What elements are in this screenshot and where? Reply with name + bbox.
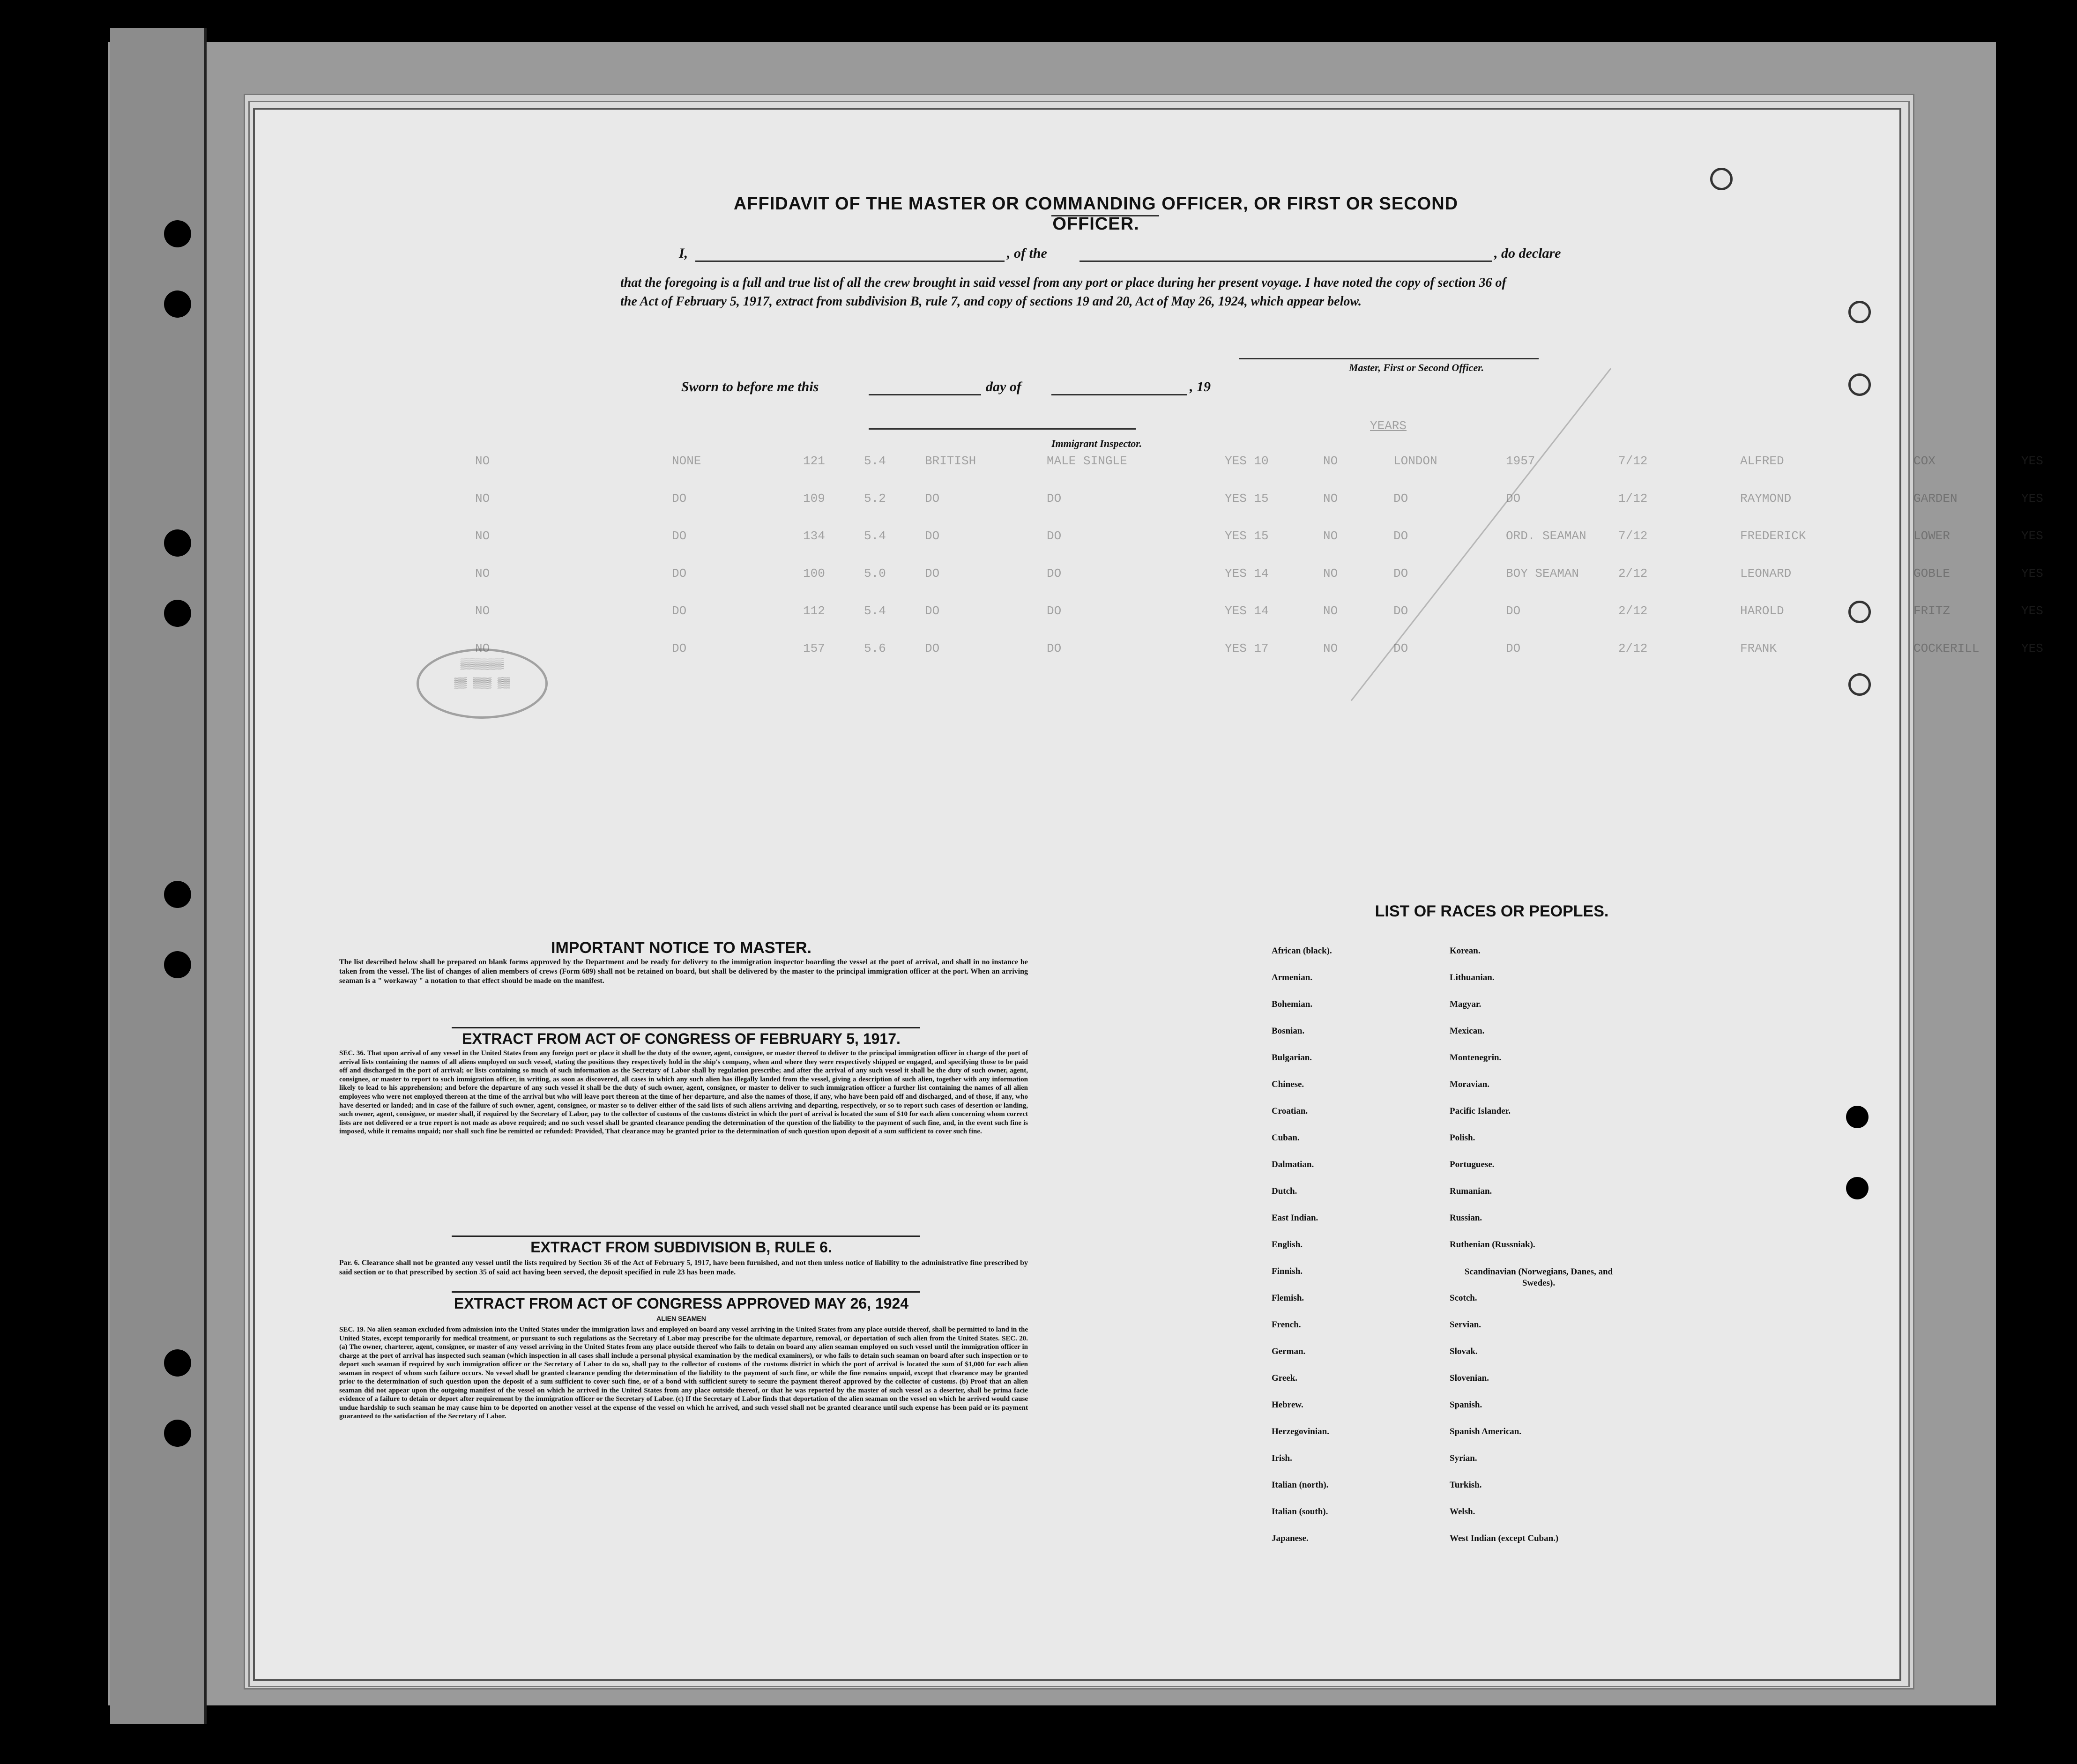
ink-stamp: ▒▒▒▒▒▒▒ ▒▒ ▒▒▒ ▒▒ bbox=[417, 648, 548, 719]
ghost-row: NO DO 112 5.4 DO DO YES 14 NO DO DO 2/12 HAROLD FRITZ YES bbox=[475, 604, 2043, 618]
binder-hole bbox=[164, 1420, 191, 1447]
race-item: German. bbox=[1272, 1347, 1306, 1356]
race-item: Scandinavian (Norwegians, Danes, and Swedes). bbox=[1464, 1267, 1613, 1288]
race-item: Finnish. bbox=[1272, 1266, 1303, 1276]
binder-hole bbox=[164, 220, 191, 247]
section-divider bbox=[452, 1236, 920, 1237]
race-item: Cuban. bbox=[1272, 1133, 1300, 1143]
race-item: West Indian (except Cuban.) bbox=[1450, 1533, 1559, 1543]
ghost-row: NO DO 134 5.4 DO DO YES 15 NO DO ORD. SEAMAN 7/12 FREDERICK LOWER YES bbox=[475, 529, 2043, 543]
sworn-year: , 19 bbox=[1190, 379, 1211, 394]
race-item: Montenegrin. bbox=[1450, 1053, 1502, 1063]
sworn-prefix: Sworn to before me this bbox=[681, 379, 819, 394]
race-item: Russian. bbox=[1450, 1213, 1482, 1223]
master-signature-line bbox=[1239, 358, 1539, 359]
race-item: Flemish. bbox=[1272, 1293, 1304, 1303]
sworn-day-of: day of bbox=[986, 379, 1021, 394]
race-item: Greek. bbox=[1272, 1373, 1298, 1383]
inspector-label: Immigrant Inspector. bbox=[1051, 438, 1142, 449]
ghost-row: NO DO 157 5.6 DO DO YES 17 NO DO DO 2/12 FRANK COCKERILL YES bbox=[475, 641, 2043, 655]
race-item: Spanish American. bbox=[1450, 1427, 1522, 1437]
ghost-row: NO DO 109 5.2 DO DO YES 15 NO DO DO 1/12 RAYMOND GARDEN YES bbox=[475, 491, 2043, 506]
race-item: Italian (south). bbox=[1272, 1507, 1328, 1517]
declare-of: , of the bbox=[1007, 246, 1047, 261]
binder-hole bbox=[164, 529, 191, 557]
extract-1924-subtitle: ALIEN SEAMEN bbox=[656, 1315, 706, 1322]
race-item: Croatian. bbox=[1272, 1106, 1308, 1116]
subdivision-body: Par. 6. Clearance shall not be granted any vessel until the lists required by Section 36 of the Act of February 5, 1917, have been furnished, and not then unless notice of liability to the administrative fine prescribed by said section or to that prescribed by section 35 of said act having been served, the deposit specified in rule 23 has been made. bbox=[339, 1259, 1028, 1276]
extract-1917-title: EXTRACT FROM ACT OF CONGRESS OF FEBRUARY 5, 1917. bbox=[462, 1030, 901, 1047]
master-signature-label: Master, First or Second Officer. bbox=[1349, 362, 1484, 373]
race-item: English. bbox=[1272, 1240, 1303, 1250]
ghost-row: NO NONE 121 5.4 BRITISH MALE SINGLE YES 10 NO LONDON 1957 7/12 ALFRED COX YES bbox=[475, 454, 2043, 468]
ghost-text: YEARS bbox=[1370, 419, 1407, 433]
subdivision-title: EXTRACT FROM SUBDIVISION B, RULE 6. bbox=[530, 1239, 832, 1256]
binder-ring bbox=[1848, 673, 1871, 696]
race-item: Spanish. bbox=[1450, 1400, 1482, 1410]
race-item: Welsh. bbox=[1450, 1507, 1475, 1517]
race-item: Herzegovinian. bbox=[1272, 1427, 1329, 1437]
affidavit-title: AFFIDAVIT OF THE MASTER OR COMMANDING OFFICER, OR FIRST OR SECOND OFFICER. bbox=[733, 194, 1459, 234]
race-item: African (black). bbox=[1272, 946, 1332, 956]
extract-1917-body: SEC. 36. That upon arrival of any vessel in the United States from any foreign port or place it shall be the duty of the owner, agent, consignee, or master thereof to deliver to the principal immigration officer in charge of the port of arrival lists containing the names of all aliens employed on such vessel, stating the positions they respectively hold in the ship's company, when and where they were respectively shipped or engaged, and specifying those to be paid off and discharged in the port of arrival; or lists containing so much of such information as the Secretary of Labor shall by regulation prescribe; and after the arrival of any such vessel it shall be the duty of such owner, agent, consignee, or master to report to such immigration officer, in writing, as soon as discovered, all cases in which any such alien has illegally landed from the vessel, giving a description of such alien, together with any information likely to lead to his apprehension; and before the departure of any such vessel it shall be the duty of such owner, agent, consignee, or master to deliver to such immigration officer a further list containing the names of all alien employees who were not employed thereon at the time of the arrival but who will leave port thereon at the time of her departure, and also the names of those, if any, who have been paid off and discharged, and of those, if any, who have deserted or landed; and in case of the failure of such owner, agent, consignee, or master so to deliver either of the said lists of such aliens arriving and departing, respectively, or so to report such cases of desertion or landing, such owner, agent, consignee, or master shall, if required by the Secretary of Labor, pay to the collector of customs of the customs district in which the port of arrival is located the sum of $10 for each alien concerning whom correct lists are not delivered or a true report is not made as above required; and no such vessel shall be granted clearance pending the determination of the question of the liability to the payment of such fine, and, in the event such fine is imposed, while it remains unpaid; nor shall such fine be remitted or refunded: Provided, That clearance may be granted prior to the determination of such question upon deposit of a sum sufficient to cover such fine. bbox=[339, 1049, 1028, 1136]
extract-1924-title: EXTRACT FROM ACT OF CONGRESS APPROVED MAY 26, 1924 bbox=[454, 1295, 909, 1312]
binder-ring bbox=[1848, 373, 1871, 396]
race-item: Mexican. bbox=[1450, 1026, 1485, 1036]
race-item: Armenian. bbox=[1272, 973, 1313, 982]
declare-i: I, bbox=[679, 246, 688, 261]
ghost-row: NO DO 100 5.0 DO DO YES 14 NO DO BOY SEAMAN 2/12 LEONARD GOBLE YES bbox=[475, 566, 2043, 581]
binder-hole bbox=[164, 600, 191, 627]
race-item: French. bbox=[1272, 1320, 1301, 1330]
notice-body: The list described below shall be prepared on blank forms approved by the Department and be ready for delivery to the immigration inspector boarding the vessel at the port of arrival, and shall in no instance be taken from the vessel. The list of changes of alien members of crews (Form 689) shall not be retained on board, but shall be delivered by the master to the principal immigration officer at the port. When an arriving seaman is a " workaway " a notation to that effect should be made on the manifest. bbox=[339, 958, 1028, 985]
name-blank bbox=[695, 261, 1005, 262]
race-item: Ruthenian (Russniak). bbox=[1450, 1240, 1535, 1250]
races-title: LIST OF RACES OR PEOPLES. bbox=[1375, 902, 1609, 920]
binder-ring bbox=[1710, 168, 1733, 190]
race-item: Polish. bbox=[1450, 1133, 1475, 1143]
race-item: Servian. bbox=[1450, 1320, 1481, 1330]
binder-ring bbox=[1848, 301, 1871, 323]
binding-strip bbox=[110, 28, 207, 1724]
race-item: Turkish. bbox=[1450, 1480, 1482, 1490]
inspector-signature-line bbox=[869, 428, 1136, 430]
race-item: Moravian. bbox=[1450, 1079, 1489, 1089]
race-item: Dutch. bbox=[1272, 1186, 1297, 1196]
race-item: Syrian. bbox=[1450, 1453, 1477, 1463]
race-item: Rumanian. bbox=[1450, 1186, 1492, 1196]
declare-end: , do declare bbox=[1494, 246, 1561, 261]
sworn-day-blank bbox=[869, 394, 981, 395]
race-item: Scotch. bbox=[1450, 1293, 1477, 1303]
extract-1924-body: SEC. 19. No alien seaman excluded from admission into the United States under the immigration laws and employed on board any vessel arriving in the United States from any place outside thereof, shall be permitted to land in the United States, except temporarily for medical treatment, or pursuant to such regulations as the Secretary of Labor may prescribe for the ultimate departure, removal, or deportation of such alien from the United States. SEC. 20. (a) The owner, charterer, agent, consignee, or master of any vessel arriving in the United States from any place outside thereof who fails to detain on board any alien seaman employed on such vessel until the immigration officer in charge at the port of arrival has inspected such seaman (which inspection in all cases shall include a personal physical examination by the medical examiners), or who fails to detain such seaman on board after such inspection or to deport such seaman if required by such immigration officer or the Secretary of Labor to do so, shall pay to the collector of customs of the customs district in which the port of arrival is located the sum of $1,000 for each alien seaman in respect of whom such failure occurs. No vessel shall be granted clearance pending the determination of the liability to the payment of such fine, or while the fine remains unpaid, except that clearance may be granted prior to the determination of such question upon the deposit of a sum sufficient to cover such fine, or of a bond with sufficient surety to secure the payment thereof approved by the collector of customs. (b) Proof that an alien seaman did not appear upon the outgoing manifest of the vessel on which he arrived in the United States from any place outside thereof, or that he was reported by the master of such vessel as a deserter, shall be prima facie evidence of a failure to detain or deport after requirement by the immigration officer or the Secretary of Labor. (c) If the Secretary of Labor finds that deportation of the alien seaman on the vessel on which he arrived would cause undue hardship to such seaman he may cause him to be deported on another vessel at the expense of the vessel on which he arrived, and such vessel shall not be granted clearance until such expense has been paid or its payment guaranteed to the satisfaction of the Secretary of Labor. bbox=[339, 1326, 1028, 1420]
section-divider bbox=[452, 1027, 920, 1028]
notice-title: IMPORTANT NOTICE TO MASTER. bbox=[551, 939, 811, 957]
race-item: Pacific Islander. bbox=[1450, 1106, 1511, 1116]
race-item: Hebrew. bbox=[1272, 1400, 1303, 1410]
race-item: Magyar. bbox=[1450, 999, 1481, 1009]
race-item: Portuguese. bbox=[1450, 1160, 1495, 1169]
race-item: Bosnian. bbox=[1272, 1026, 1305, 1036]
race-item: Bohemian. bbox=[1272, 999, 1313, 1009]
binder-hole bbox=[164, 290, 191, 318]
race-item: Lithuanian. bbox=[1450, 973, 1495, 982]
race-item: Slovak. bbox=[1450, 1347, 1478, 1356]
binder-hole bbox=[164, 1349, 191, 1377]
sworn-month-blank bbox=[1051, 394, 1187, 395]
vessel-blank bbox=[1079, 261, 1492, 262]
race-item: Chinese. bbox=[1272, 1079, 1304, 1089]
binder-hole bbox=[1846, 1177, 1869, 1199]
race-item: Slovenian. bbox=[1450, 1373, 1489, 1383]
section-divider bbox=[452, 1291, 920, 1293]
race-item: Italian (north). bbox=[1272, 1480, 1329, 1490]
race-item: Japanese. bbox=[1272, 1533, 1309, 1543]
race-item: Irish. bbox=[1272, 1453, 1292, 1463]
race-item: Korean. bbox=[1450, 946, 1481, 956]
race-item: Bulgarian. bbox=[1272, 1053, 1312, 1063]
binder-ring bbox=[1848, 601, 1871, 623]
title-underline bbox=[1051, 215, 1159, 216]
race-item: Dalmatian. bbox=[1272, 1160, 1314, 1169]
manifest-page bbox=[253, 108, 2043, 1681]
affidavit-paragraph: that the foregoing is a full and true list of all the crew brought in said vessel from any port or place during her present voyage. I have noted the copy of section 36 of the Act of February 5, 1917, extract from subdivision B, rule 7, and copy of sections 19 and 20, Act of May 26, 1924, which appear below. bbox=[620, 275, 1506, 309]
race-item: East Indian. bbox=[1272, 1213, 1318, 1223]
binder-hole bbox=[164, 881, 191, 908]
binder-hole bbox=[1846, 1106, 1869, 1128]
binder-hole bbox=[164, 951, 191, 978]
